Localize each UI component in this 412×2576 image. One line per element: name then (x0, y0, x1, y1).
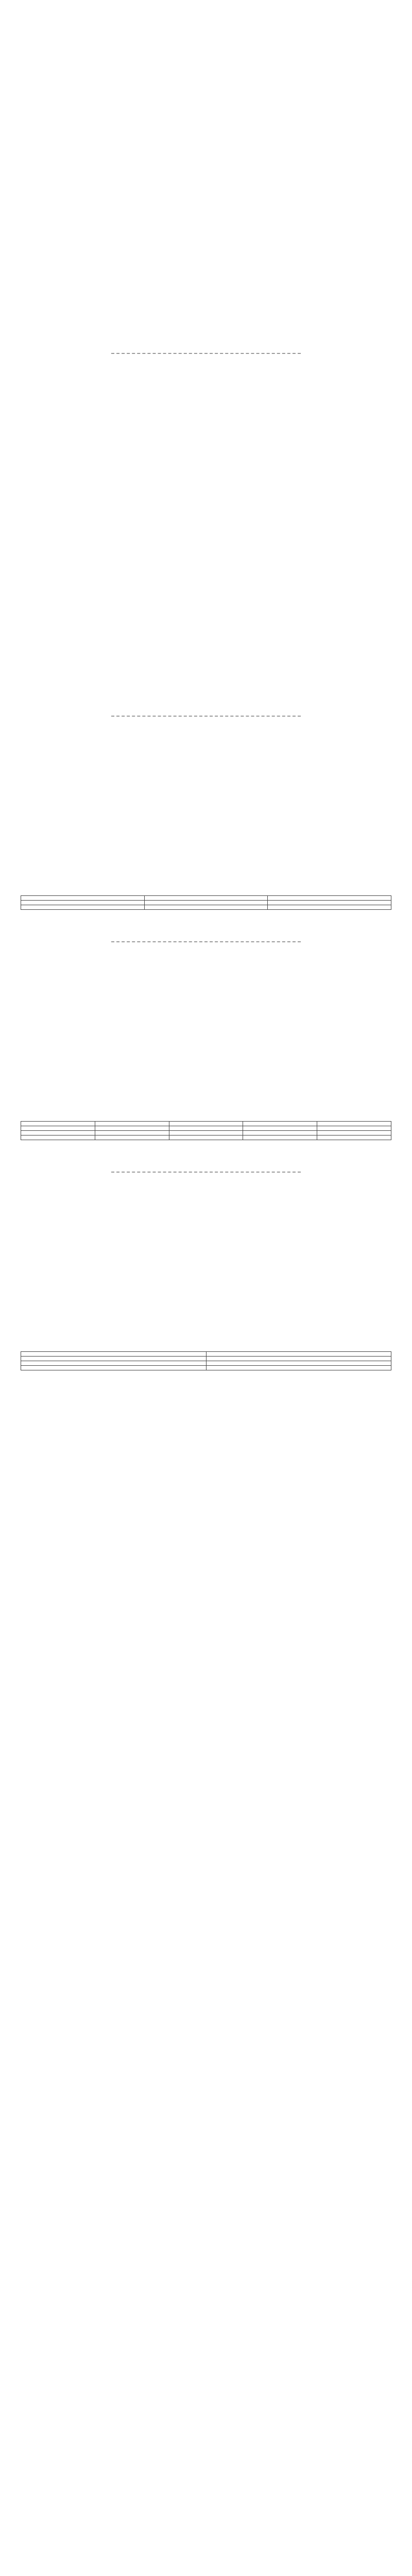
table-cell (21, 1126, 95, 1131)
table-body (21, 1126, 391, 1140)
answer-option (21, 1024, 391, 1036)
knowledge-table (21, 1351, 391, 1370)
table-cell (206, 1366, 391, 1370)
question-block (21, 739, 391, 886)
table-cell (317, 1126, 391, 1131)
table-cell (268, 901, 391, 905)
knowledge-point-line (21, 1318, 391, 1330)
answer-key (21, 1279, 391, 1291)
answer-option (21, 1254, 391, 1266)
table-header-cell (268, 896, 391, 901)
knowledge-point-line (21, 1076, 391, 1088)
table-cell (206, 1361, 391, 1366)
knowledge-point-line (21, 306, 391, 317)
answer-option (21, 1000, 391, 1012)
answer-option (21, 61, 391, 73)
answer-option (21, 1242, 391, 1254)
answer-option (21, 84, 391, 96)
knowledge-point-line (21, 125, 391, 137)
answer-option (21, 556, 391, 568)
knowledge-point-line (21, 500, 391, 512)
question-stem (21, 182, 391, 194)
table-row (21, 905, 391, 910)
question-stem (21, 751, 391, 762)
knowledge-point-line (21, 633, 391, 645)
table-cell (169, 1126, 243, 1131)
table-row (21, 1366, 391, 1370)
knowledge-point-line (21, 656, 391, 668)
answer-option (21, 217, 391, 229)
table-header-row (21, 896, 391, 901)
knowledge-point-line (21, 1295, 391, 1307)
question-label (21, 964, 391, 976)
table-cell (144, 905, 268, 910)
answer-option (21, 447, 391, 459)
answer-option (21, 1012, 391, 1024)
question-stem (21, 545, 391, 556)
question-block (21, 170, 391, 317)
table-head (21, 896, 391, 901)
knowledge-point-line (21, 645, 391, 656)
question-label (21, 376, 391, 388)
answer-option (21, 194, 391, 206)
table-row (21, 901, 391, 905)
table-row (21, 1361, 391, 1366)
table-cell (268, 905, 391, 910)
answer-option (21, 604, 391, 616)
question-label (21, 533, 391, 545)
table-cell (21, 905, 145, 910)
table-row (21, 1136, 391, 1140)
table-body (21, 901, 391, 910)
table-cell (243, 1136, 317, 1140)
page (0, 0, 412, 344)
knowledge-point-line (21, 294, 391, 306)
table-cell (21, 901, 145, 905)
knowledge-point-line (21, 1064, 391, 1076)
table-header-cell (95, 1122, 169, 1126)
table-cell (169, 1136, 243, 1140)
knowledge-point-line (21, 862, 391, 874)
table-cell (21, 1357, 207, 1361)
table-cell (243, 1131, 317, 1136)
answer-key (21, 1048, 391, 1060)
separator-line (111, 1172, 301, 1173)
question-block (21, 964, 391, 1112)
answer-option (21, 774, 391, 786)
knowledge-point-line (21, 668, 391, 680)
knowledge-point-line (21, 282, 391, 294)
page-separator (0, 344, 412, 363)
answer-option (21, 568, 391, 580)
knowledge-point-line (21, 113, 391, 125)
answer-option (21, 37, 391, 49)
answer-option (21, 49, 391, 61)
table-cell (21, 1131, 95, 1136)
knowledge-point-line (21, 1307, 391, 1318)
answer-key (21, 97, 391, 109)
table-header-cell (144, 896, 268, 901)
answer-option (21, 988, 391, 1000)
question-stem (21, 388, 391, 400)
question-label (21, 739, 391, 751)
answer-option (21, 229, 391, 241)
knowledge-point-line (21, 476, 391, 488)
knowledge-point-line (21, 137, 391, 149)
answer-option (21, 412, 391, 423)
knowledge-table (21, 895, 391, 910)
answer-option (21, 423, 391, 435)
answer-option (21, 798, 391, 810)
answer-key (21, 460, 391, 472)
table-header-cell (243, 1122, 317, 1126)
table-cell (21, 1136, 95, 1140)
answer-key (21, 823, 391, 835)
table-header-cell (169, 1122, 243, 1126)
answer-key (21, 254, 391, 266)
answer-option (21, 400, 391, 412)
table-cell (21, 1361, 207, 1366)
answer-option (21, 1230, 391, 1242)
question-block (21, 1195, 391, 1342)
table-row (21, 1126, 391, 1131)
table-header-row (21, 1122, 391, 1126)
table-head (21, 1352, 391, 1357)
knowledge-point-line (21, 149, 391, 161)
answer-option (21, 762, 391, 774)
table-row (21, 1357, 391, 1361)
table-header-cell (21, 896, 145, 901)
table-cell (317, 1131, 391, 1136)
answer-option (21, 73, 391, 84)
answer-option (21, 1036, 391, 1047)
table-header-row (21, 1352, 391, 1357)
question-label (21, 170, 391, 182)
answer-option (21, 786, 391, 798)
table-header-cell (21, 1122, 95, 1126)
knowledge-point-line (21, 1088, 391, 1100)
table-cell (21, 1366, 207, 1370)
table-cell (317, 1136, 391, 1140)
table-cell (95, 1126, 169, 1131)
page-separator (0, 1163, 412, 1181)
question-stem (21, 976, 391, 988)
question-stem (21, 25, 391, 37)
page (0, 363, 412, 707)
question-block (21, 533, 391, 680)
table-body (21, 1357, 391, 1370)
knowledge-point-line (21, 488, 391, 500)
separator-line (111, 716, 301, 717)
table-cell (95, 1136, 169, 1140)
answer-option (21, 206, 391, 217)
answer-option (21, 435, 391, 447)
page (0, 951, 412, 1163)
page (0, 1181, 412, 1393)
knowledge-point-line (21, 270, 391, 282)
answer-option (21, 1218, 391, 1230)
page (0, 725, 412, 933)
table-row (21, 1131, 391, 1136)
answer-option (21, 810, 391, 822)
question-label (21, 1195, 391, 1207)
table-cell (169, 1131, 243, 1136)
knowledge-point-line (21, 874, 391, 886)
answer-option (21, 241, 391, 253)
knowledge-point-line (21, 1100, 391, 1112)
knowledge-point-line (21, 839, 391, 851)
question-label (21, 13, 391, 25)
page-separator (0, 933, 412, 951)
table-header-cell (206, 1352, 391, 1357)
table-cell (144, 901, 268, 905)
table-cell (243, 1126, 317, 1131)
knowledge-table (21, 1121, 391, 1140)
table-header-cell (21, 1352, 207, 1357)
knowledge-point-line (21, 851, 391, 862)
table-cell (95, 1131, 169, 1136)
page-separator (0, 707, 412, 725)
table-head (21, 1122, 391, 1126)
question-stem (21, 1207, 391, 1218)
table-header-cell (317, 1122, 391, 1126)
table-cell (206, 1357, 391, 1361)
knowledge-point-line (21, 512, 391, 523)
separator-line (111, 353, 301, 354)
question-block (21, 376, 391, 523)
separator-line (111, 941, 301, 942)
knowledge-point-line (21, 1330, 391, 1342)
question-block (21, 13, 391, 161)
answer-option (21, 580, 391, 592)
answer-option (21, 592, 391, 604)
answer-key (21, 617, 391, 629)
answer-option (21, 1266, 391, 1278)
